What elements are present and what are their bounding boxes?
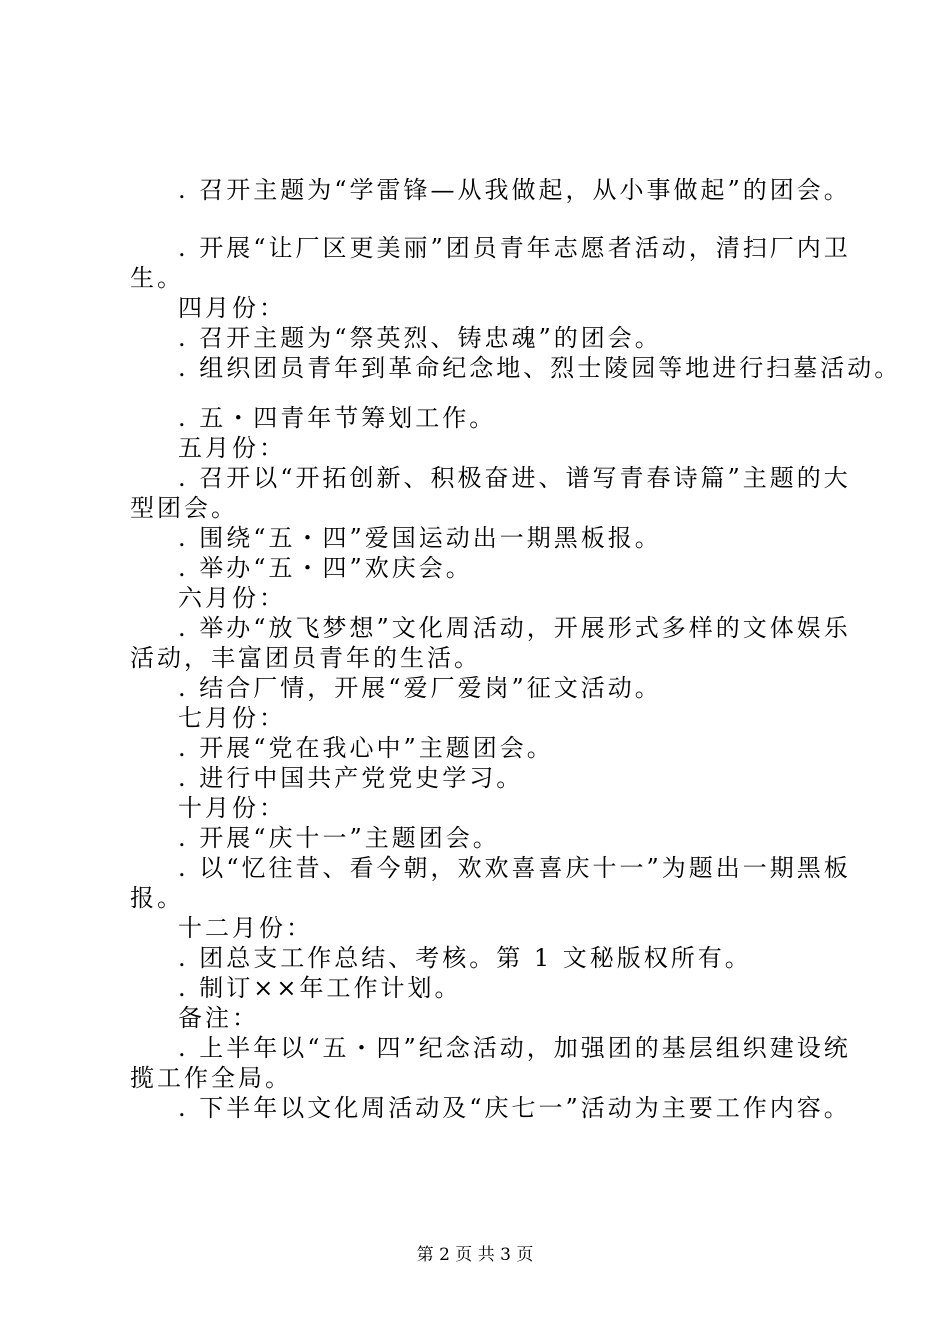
paragraph-gap <box>130 205 840 233</box>
plan-item-continuation: 生。 <box>130 264 184 292</box>
plan-item: . 组织团员青年到革命纪念地、烈士陵园等地进行扫墓活动。 <box>178 354 902 382</box>
plan-item: . 开展“党在我心中”主题团会。 <box>178 734 554 762</box>
plan-item: . 结合厂情，开展“爱厂爱岗”征文活动。 <box>178 674 662 702</box>
plan-item: . 围绕“五・四”爱国运动出一期黑板报。 <box>178 524 662 552</box>
plan-item-continuation: 型团会。 <box>130 494 238 522</box>
plan-item-continuation: 报。 <box>130 884 184 912</box>
plan-item: . 五・四青年节筹划工作。 <box>178 404 497 432</box>
month-heading-july: 七月份： <box>178 704 286 732</box>
month-heading-april: 四月份： <box>178 294 286 322</box>
note-item: . 上半年以“五・四”纪念活动，加强团的基层组织建设统 <box>178 1034 851 1062</box>
plan-item: . 团总支工作总结、考核。第 1 文秘版权所有。 <box>178 944 752 972</box>
month-heading-october: 十月份： <box>178 794 286 822</box>
plan-item: . 召开以“开拓创新、积极奋进、谱写青春诗篇”主题的大 <box>178 464 851 492</box>
document-body <box>130 175 902 1123</box>
page-footer: 第 2 页 共 3 页 <box>416 1245 534 1265</box>
month-heading-december: 十二月份： <box>178 914 313 942</box>
plan-item: . 制订××年工作计划。 <box>178 974 462 1002</box>
plan-item: . 召开主题为“学雷锋—从我做起，从小事做起”的团会。 <box>178 176 851 204</box>
plan-item: . 召开主题为“祭英烈、铸忠魂”的团会。 <box>178 324 662 352</box>
notes-heading: 备注： <box>178 1004 259 1032</box>
plan-item: . 举办“放飞梦想”文化周活动，开展形式多样的文体娱乐 <box>178 614 851 642</box>
month-heading-may: 五月份： <box>178 434 286 462</box>
plan-item: . 以“忆往昔、看今朝，欢欢喜喜庆十一”为题出一期黑板 <box>178 854 851 882</box>
plan-item: . 进行中国共产党党史学习。 <box>178 764 524 792</box>
note-item-continuation: 揽工作全局。 <box>130 1064 292 1092</box>
plan-item: . 举办“五・四”欢庆会。 <box>178 554 473 582</box>
plan-item-continuation: 活动，丰富团员青年的生活。 <box>130 644 481 672</box>
plan-item: . 开展“让厂区更美丽”团员青年志愿者活动，清扫厂内卫 <box>178 234 851 262</box>
month-heading-june: 六月份： <box>178 584 286 612</box>
paragraph-gap <box>130 383 840 403</box>
plan-item: . 开展“庆十一”主题团会。 <box>178 824 500 852</box>
note-item: . 下半年以文化周活动及“庆七一”活动为主要工作内容。 <box>178 1094 851 1122</box>
